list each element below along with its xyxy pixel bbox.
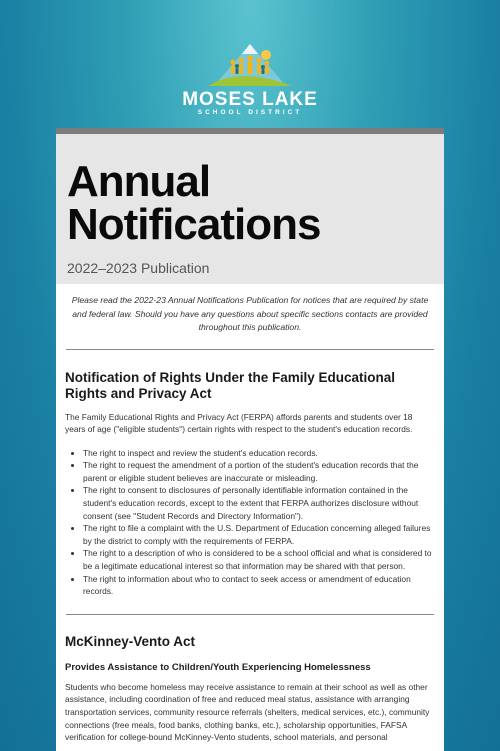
list-item: • The right to inspect and review the student's education records. — [83, 447, 434, 460]
newsletter-card — [56, 128, 444, 751]
logo-mountain-icon — [200, 40, 300, 90]
page-title — [67, 134, 444, 249]
divider — [66, 614, 434, 615]
list-item: • The right to file a complaint with the U.S. Department of Education concerning alleged failures by the district to comply with the requirements of FERPA. — [83, 522, 434, 547]
list-item: • The right to request the amendment of a portion of the student's education records that the parent or eligible student believes are inaccurate or misleading. — [83, 459, 434, 484]
logo-subtitle: SCHOOL DISTRICT — [197, 109, 303, 116]
hero-banner — [56, 134, 444, 284]
divider — [66, 349, 434, 350]
list-item: • The right to consent to disclosures of personally identifiable information contained in the student's education records, except to the extent that FERPA authorizes disclosure without consent (see "Student Records and Directory Information"). — [83, 484, 434, 522]
ferpa-rights-list — [56, 447, 444, 598]
ferpa-intro: The Family Educational Rights and Privacy Act (FERPA) affords parents and students over 18 years of age ("eligible students") certain rights with respect to the student's education records. — [65, 411, 413, 435]
district-logo — [0, 40, 500, 117]
list-item: • The right to information about who to contact to seek access or amendment of education records. — [83, 573, 434, 598]
mckinney-paragraph: Students who become homeless may receive assistance to remain at their school as well as other assistance, including coordination of free and reduced meal status, assistance with arranging transportation services, community resource referrals (shelters, medical services, etc.), community connections (free meals, food banks, clothing banks, etc.), scholarship opportunities, FAFSA verification for college-bound McKinney-Vento students, school materials, and personal — [65, 681, 430, 743]
mckinney-section-title: McKinney-Vento Act — [65, 633, 196, 649]
logo-title: MOSES LAKE — [182, 89, 318, 110]
list-item: • The right to a description of who is considered to be a school official and what is considered to be a legitimate educational interest so that information may be shared with that person. — [83, 547, 434, 572]
page-title-line-2: Notifications — [67, 200, 321, 249]
mckinney-subheading: Provides Assistance to Children/Youth Experiencing Homelessness — [65, 661, 371, 673]
publication-year: 2022–2023 Publication — [67, 260, 210, 276]
ferpa-section-title: Notification of Rights Under the Family Educational Rights and Privacy Act — [65, 369, 396, 401]
intro-text: Please read the 2022-23 Annual Notifications Publication for notices that are required by state and federal law. Should you have any questions about specific sections contacts are provided throughout this publication. — [71, 295, 429, 332]
page-title-line-1: Annual — [67, 157, 211, 206]
